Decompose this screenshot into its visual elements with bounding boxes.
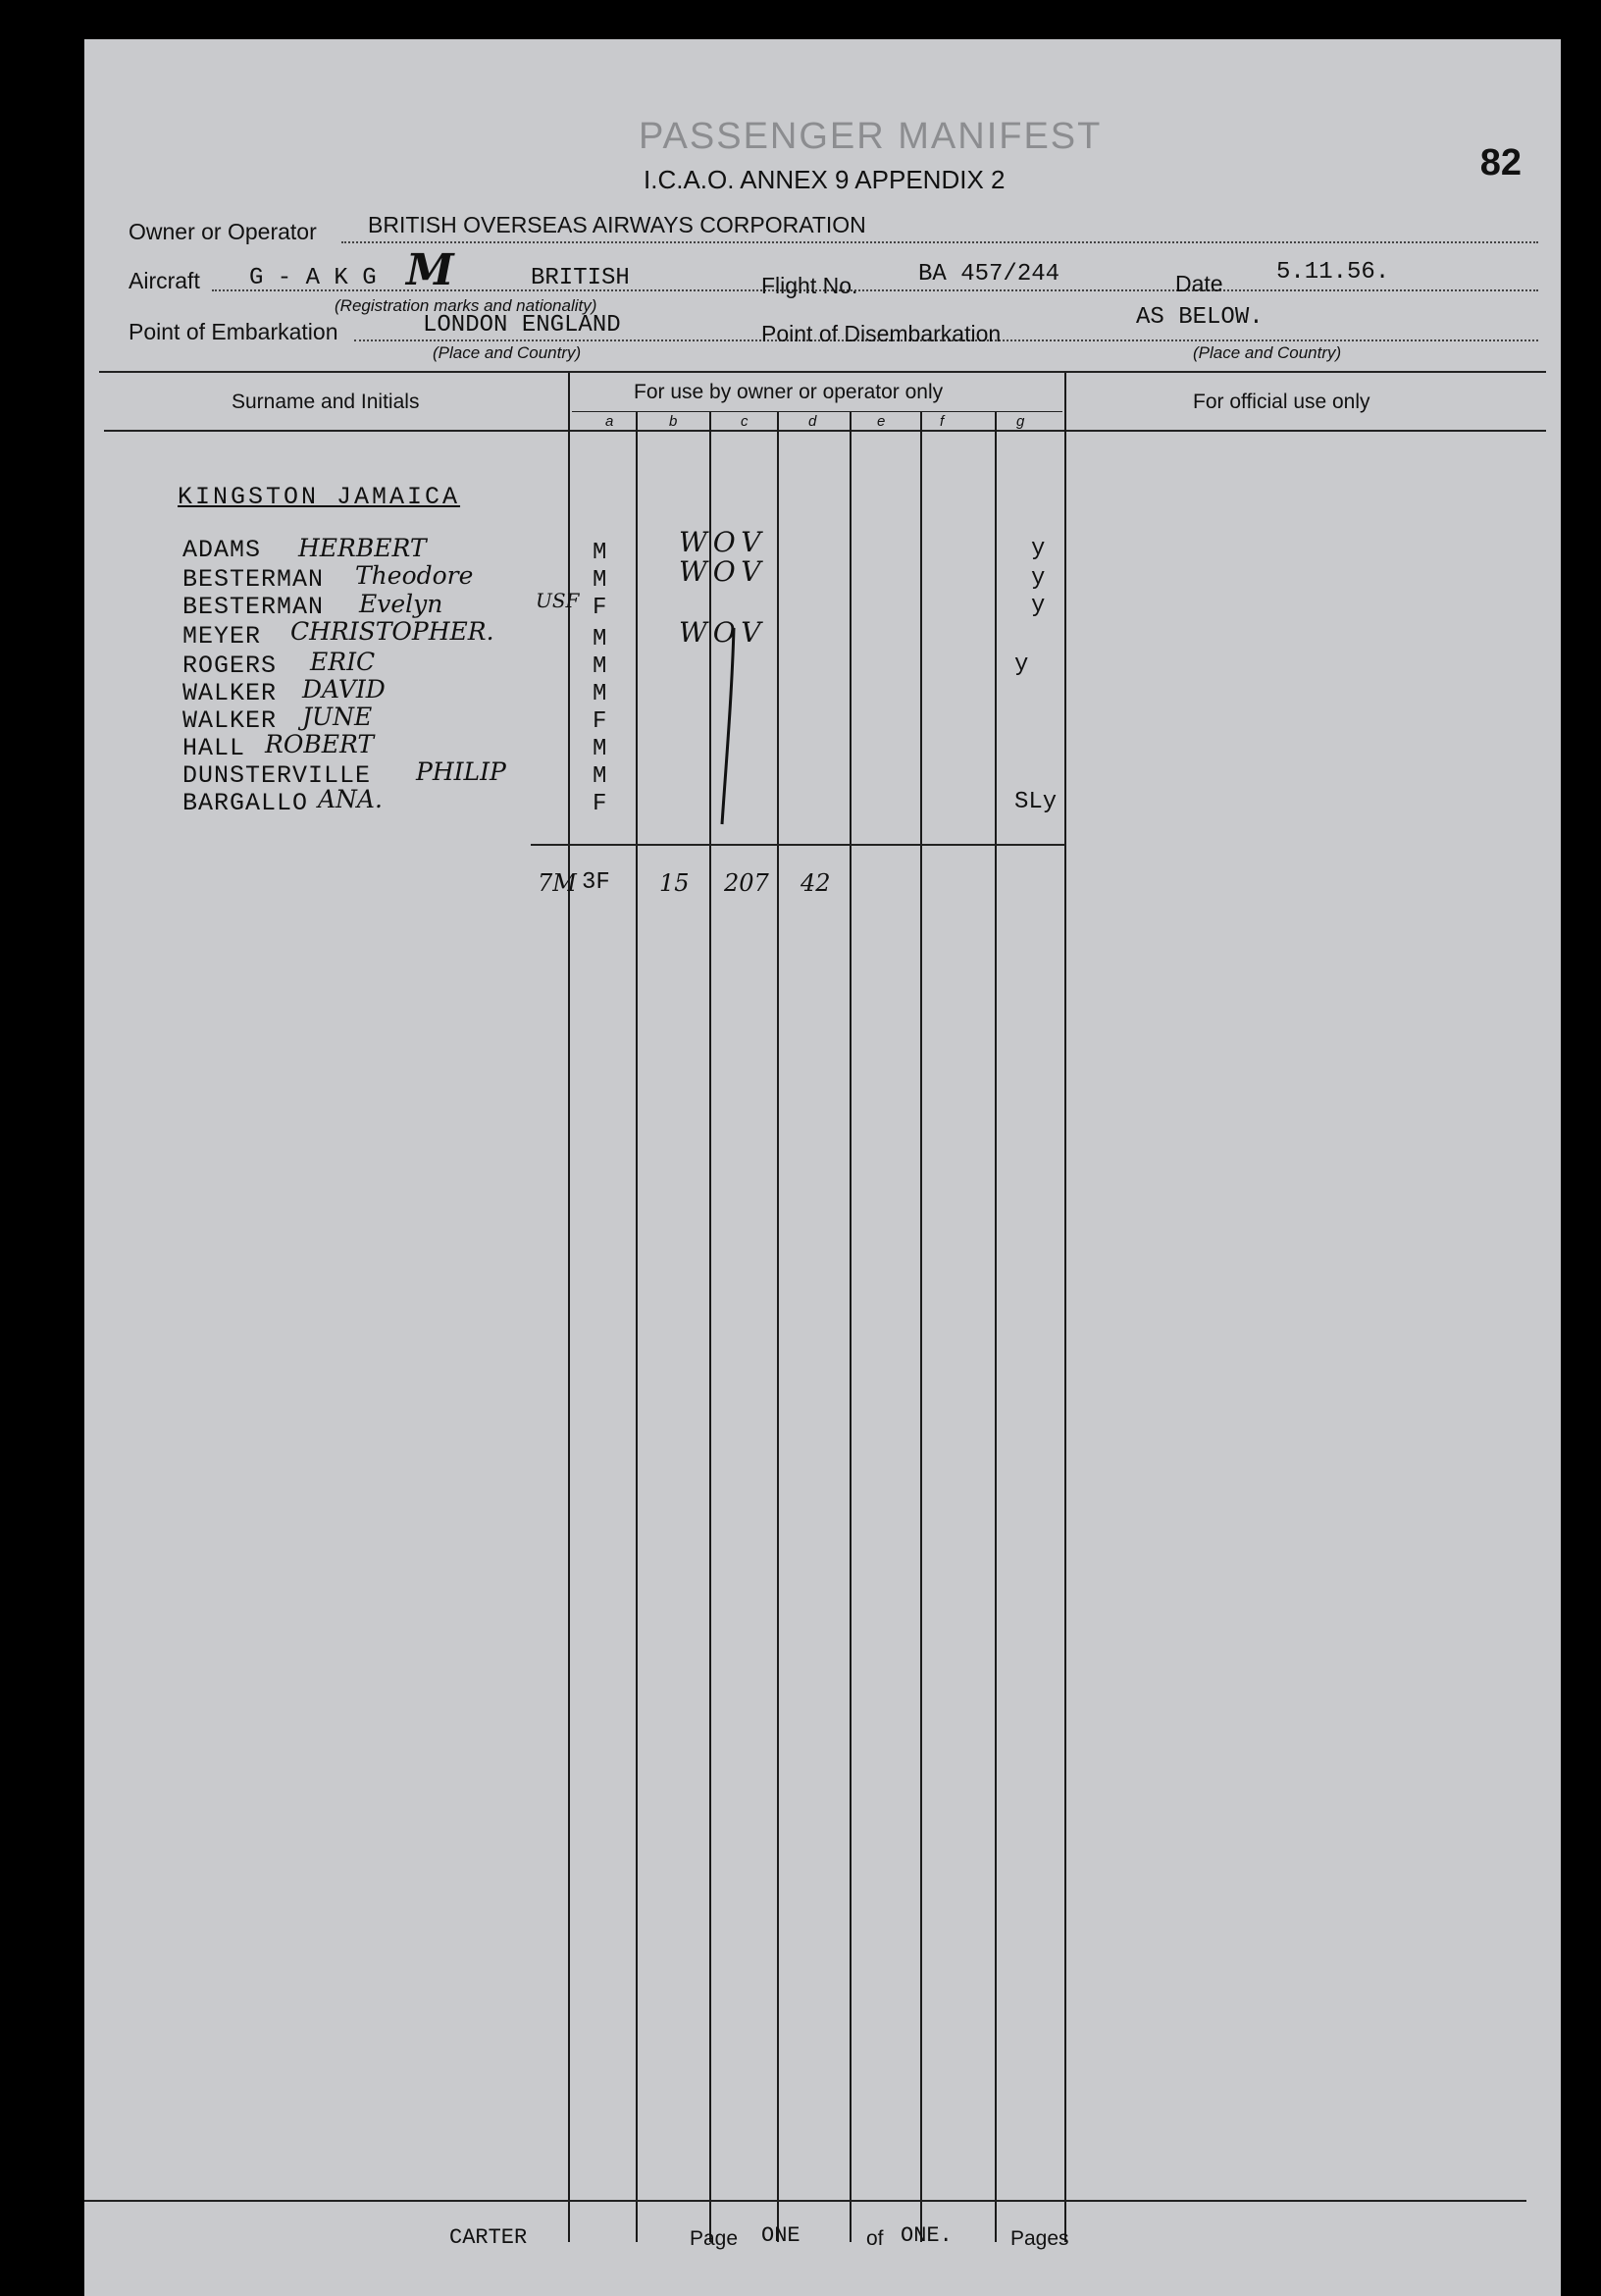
col-divider-d: [850, 412, 852, 2242]
passenger-surname: WALKER: [182, 679, 278, 707]
page-number: 82: [1479, 142, 1522, 183]
col-owner-header: For use by owner or operator only: [634, 381, 944, 403]
passenger-given-handwritten: HERBERT: [298, 534, 427, 562]
manifest-title: PASSENGER MANIFEST: [639, 116, 1103, 157]
manifest-sheet: [84, 39, 1561, 2296]
passenger-given-handwritten: ROBERT: [265, 730, 374, 758]
passenger-surname: DUNSTERVILLE: [182, 761, 372, 790]
page-value: ONE: [761, 2223, 800, 2248]
passenger-given-handwritten: JUNE: [302, 703, 373, 731]
page-label: Page: [690, 2227, 739, 2250]
section-heading: KINGSTON JAMAICA: [178, 483, 461, 511]
passenger-given-handwritten: CHRISTOPHER.: [290, 617, 494, 646]
passenger-sex: M: [593, 681, 607, 707]
passenger-note: USF: [536, 589, 580, 612]
registration-caption: (Registration marks and nationality): [335, 296, 597, 315]
passenger-mark: WOV: [679, 616, 767, 649]
subcol-e: e: [877, 413, 886, 430]
date-label: Date: [1175, 271, 1223, 296]
passenger-given-handwritten: DAVID: [302, 675, 386, 704]
passenger-given-handwritten: PHILIP: [416, 757, 506, 786]
passenger-sex: M: [593, 540, 607, 566]
aircraft-handwritten-letter: M: [406, 245, 454, 295]
disembarkation-value: AS BELOW.: [1136, 304, 1264, 331]
passenger-col-g: y: [1031, 536, 1046, 562]
flight-label: Flight No.: [761, 273, 858, 298]
disembarkation-place-caption: (Place and Country): [1193, 343, 1342, 362]
ditto-stroke: [712, 618, 751, 834]
subcol-c: c: [741, 413, 749, 430]
total-col-c: 207: [724, 869, 769, 897]
passenger-mark: WOV: [679, 555, 767, 588]
of-label: of: [866, 2227, 884, 2250]
embarkation-label: Point of Embarkation: [129, 319, 338, 344]
col-divider-b: [709, 412, 711, 2242]
col-divider-e: [920, 412, 922, 2242]
passenger-col-g: y: [1031, 565, 1046, 592]
table-top-border: [99, 371, 1546, 373]
total-female: 3F: [582, 869, 610, 896]
total-col-b: 15: [659, 869, 690, 897]
date-value: 5.11.56.: [1276, 259, 1390, 286]
passenger-given-handwritten: ANA.: [318, 785, 383, 813]
passenger-sex: F: [593, 791, 607, 817]
passenger-surname: ROGERS: [182, 652, 278, 680]
passenger-surname: WALKER: [182, 706, 278, 735]
passenger-mark: WOV: [679, 526, 767, 558]
totals-rule: [531, 844, 1065, 846]
passenger-given-handwritten: ERIC: [310, 648, 376, 676]
embarkation-place-caption: (Place and Country): [433, 343, 582, 362]
passenger-col-g: y: [1014, 652, 1029, 678]
passenger-surname: MEYER: [182, 622, 262, 651]
passenger-surname: BESTERMAN: [182, 593, 325, 621]
total-male: 7M: [538, 869, 577, 897]
passenger-surname: HALL: [182, 734, 246, 762]
passenger-sex: M: [593, 736, 607, 762]
table-header-bottom-border: [104, 430, 1546, 432]
col-divider-official: [1064, 373, 1066, 2242]
passenger-given-handwritten: Evelyn: [359, 590, 443, 618]
col-surname-header: Surname and Initials: [232, 391, 420, 413]
passenger-surname: BARGALLO: [182, 789, 309, 817]
subcol-g: g: [1016, 413, 1025, 430]
subcol-f: f: [940, 413, 945, 430]
total-col-d: 42: [800, 869, 831, 897]
col-divider-f: [995, 412, 997, 2242]
aircraft-nationality: BRITISH: [531, 265, 630, 291]
subcol-b: b: [669, 413, 678, 430]
col-divider-c: [777, 412, 779, 2242]
passenger-sex: M: [593, 626, 607, 652]
passenger-sex: F: [593, 708, 607, 735]
passenger-given-handwritten: Theodore: [355, 561, 474, 590]
passenger-sex: M: [593, 567, 607, 594]
passenger-surname: ADAMS: [182, 536, 262, 564]
col-official-header: For official use only: [1193, 391, 1370, 413]
passenger-col-g: y: [1031, 593, 1046, 619]
disembarkation-label: Point of Disembarkation: [761, 321, 1002, 346]
aircraft-registration: G - A K G: [249, 265, 377, 291]
signed-name: CARTER: [449, 2225, 528, 2250]
manifest-subtitle: I.C.A.O. ANNEX 9 APPENDIX 2: [644, 165, 1006, 194]
footer-top-rule: [84, 2200, 1526, 2202]
pages-label: Pages: [1010, 2227, 1069, 2250]
owner-dotted-line: [341, 241, 1538, 243]
subcol-d: d: [808, 413, 817, 430]
owner-value: BRITISH OVERSEAS AIRWAYS CORPORATION: [368, 212, 866, 237]
subcolumn-header-line: [572, 411, 1062, 412]
flight-value: BA 457/244: [918, 261, 1060, 287]
col-divider-surname: [568, 373, 570, 2242]
passenger-sex: M: [593, 653, 607, 680]
col-divider-a: [636, 412, 638, 2242]
passenger-sex: M: [593, 763, 607, 790]
passenger-sex: F: [593, 595, 607, 621]
owner-label: Owner or Operator: [129, 219, 317, 244]
passenger-surname: BESTERMAN: [182, 565, 325, 594]
passenger-col-g: SLy: [1014, 789, 1058, 815]
aircraft-label: Aircraft: [129, 268, 200, 293]
subcol-a: a: [605, 413, 614, 430]
of-value: ONE.: [901, 2223, 953, 2248]
embarkation-value: LONDON ENGLAND: [423, 312, 621, 339]
